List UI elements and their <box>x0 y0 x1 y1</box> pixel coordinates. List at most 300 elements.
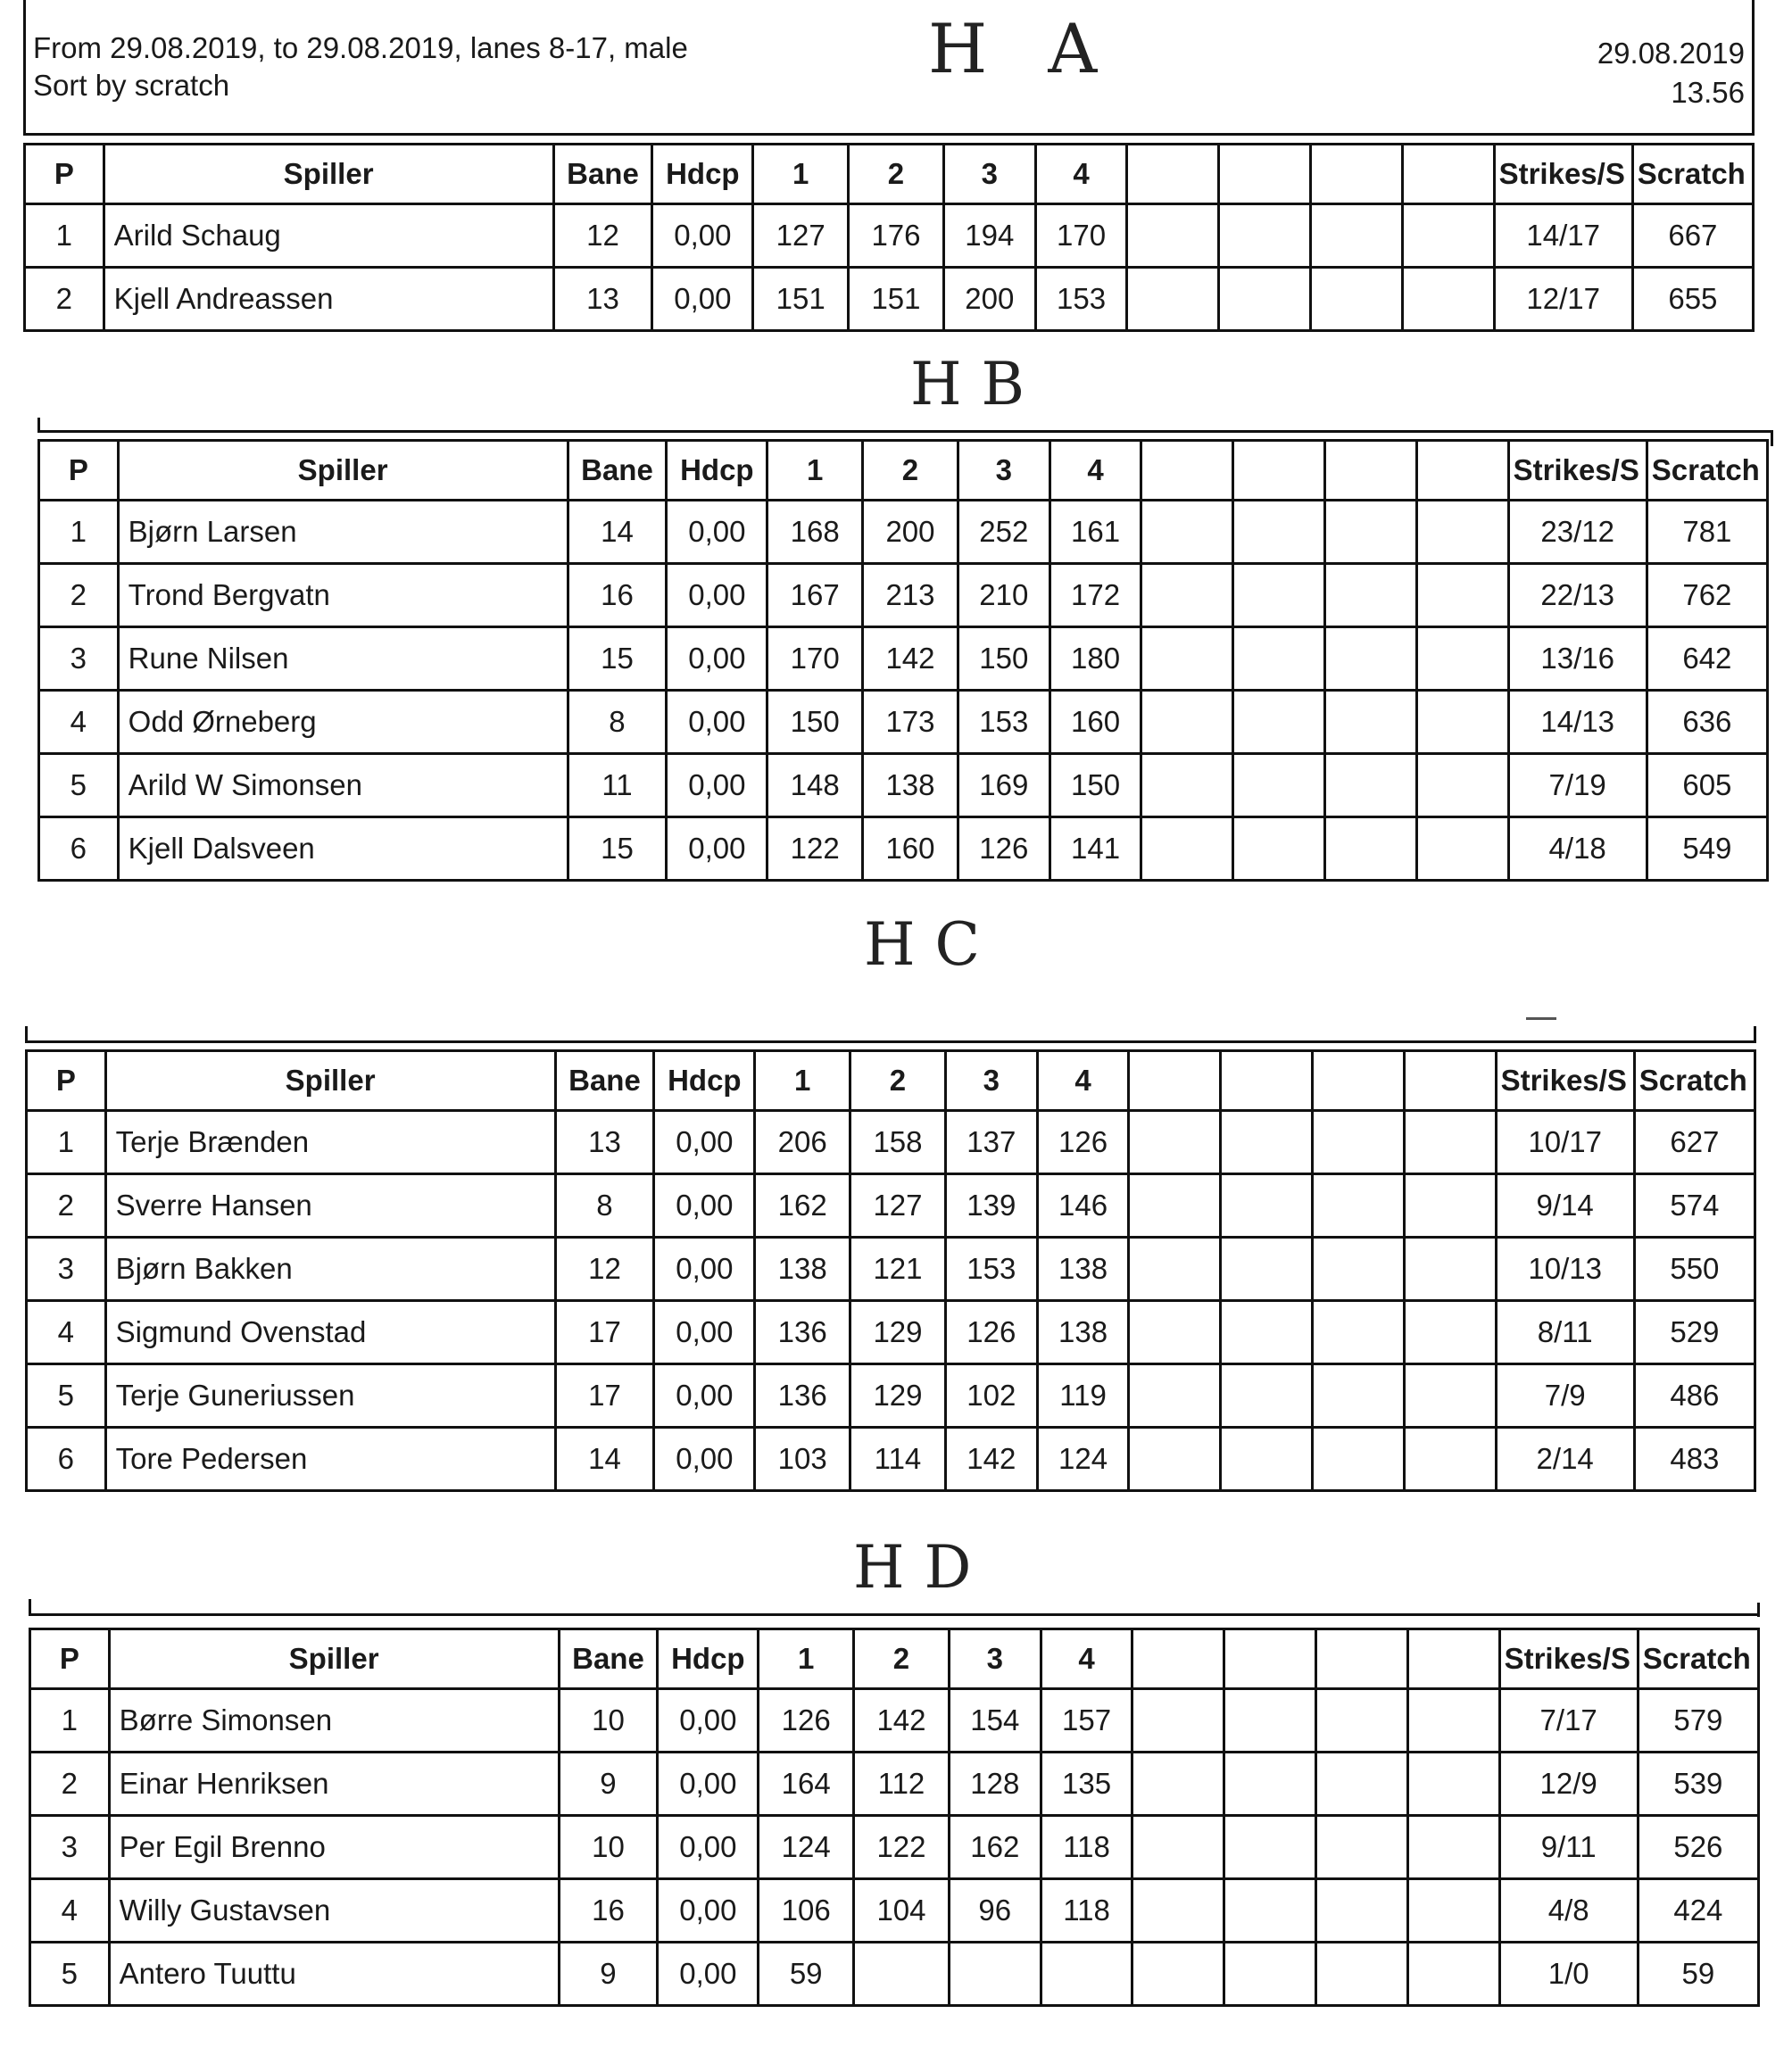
cell-lane: 14 <box>555 1428 654 1491</box>
cell-game-4: 119 <box>1037 1364 1129 1428</box>
cell-strikes-spares: 1/0 <box>1499 1943 1638 2006</box>
cell-game-1: 170 <box>767 627 863 691</box>
table-row <box>39 754 1768 817</box>
cell-game-1: 126 <box>759 1689 854 1753</box>
col-header-game-6 <box>1221 1051 1313 1111</box>
cell-game-2: 112 <box>854 1753 950 1816</box>
cell-pos: 6 <box>27 1428 106 1491</box>
cell-game-4: 146 <box>1037 1174 1129 1238</box>
table-row <box>39 627 1768 691</box>
col-header-lane: Bane <box>568 441 667 501</box>
cell-game-3: 137 <box>945 1111 1037 1174</box>
cell-strikes-spares: 12/9 <box>1499 1753 1638 1816</box>
cell-game-5 <box>1141 501 1233 564</box>
cell-strikes-spares: 10/17 <box>1496 1111 1634 1174</box>
cell-game-5 <box>1129 1174 1221 1238</box>
col-header-lane: Bane <box>553 145 652 204</box>
cell-game-4: 180 <box>1049 627 1141 691</box>
cell-strikes-spares: 14/17 <box>1494 204 1632 268</box>
cell-game-3: 162 <box>949 1816 1041 1879</box>
cell-scratch: 636 <box>1647 691 1767 754</box>
cell-scratch: 486 <box>1634 1364 1755 1428</box>
cell-hdcp: 0,00 <box>658 1816 759 1879</box>
cell-player: Trond Bergvatn <box>118 564 568 627</box>
cell-lane: 12 <box>553 204 652 268</box>
scan-speck <box>1526 1017 1556 1020</box>
cell-lane: 11 <box>568 754 667 817</box>
col-header-game-2: 2 <box>854 1629 950 1689</box>
cell-game-2: 200 <box>863 501 958 564</box>
cell-lane: 15 <box>568 817 667 881</box>
cell-game-7 <box>1316 1879 1408 1943</box>
cell-scratch: 526 <box>1638 1816 1758 1879</box>
cell-hdcp: 0,00 <box>667 754 767 817</box>
cell-game-1: 151 <box>753 268 849 331</box>
group-label-ha: H A <box>928 9 1117 88</box>
col-header-game-4: 4 <box>1041 1629 1132 1689</box>
cell-lane: 10 <box>559 1816 658 1879</box>
cell-game-3: 139 <box>945 1174 1037 1238</box>
cell-game-6 <box>1233 564 1325 627</box>
cell-lane: 15 <box>568 627 667 691</box>
date-range-text: From 29.08.2019, to 29.08.2019, lanes 8-17, male <box>33 31 688 64</box>
col-header-game-7 <box>1325 441 1417 501</box>
cell-player: Willy Gustavsen <box>109 1879 559 1943</box>
cell-game-4: 135 <box>1041 1753 1132 1816</box>
cell-game-4: 124 <box>1037 1428 1129 1491</box>
col-header-scratch: Scratch <box>1647 441 1767 501</box>
cell-player: Antero Tuuttu <box>109 1943 559 2006</box>
cell-lane: 13 <box>553 268 652 331</box>
cell-game-2: 158 <box>850 1111 946 1174</box>
cell-game-5 <box>1141 754 1233 817</box>
cell-pos: 3 <box>30 1816 110 1879</box>
cell-scratch: 579 <box>1638 1689 1758 1753</box>
cell-game-2: 176 <box>849 204 944 268</box>
cell-scratch: 781 <box>1647 501 1767 564</box>
cell-strikes-spares: 9/11 <box>1499 1816 1638 1879</box>
cell-pos: 5 <box>30 1943 110 2006</box>
report-time: 13.56 <box>1671 76 1745 109</box>
col-header-player: Spiller <box>118 441 568 501</box>
cell-player: Sigmund Ovenstad <box>105 1301 555 1364</box>
cell-game-7 <box>1311 268 1403 331</box>
col-header-game-2: 2 <box>849 145 944 204</box>
cell-game-1: 150 <box>767 691 863 754</box>
cell-game-1: 162 <box>755 1174 850 1238</box>
cell-game-8 <box>1416 817 1508 881</box>
table-header-row <box>25 145 1754 204</box>
cell-lane: 9 <box>559 1753 658 1816</box>
col-header-game-6 <box>1224 1629 1316 1689</box>
table-row <box>27 1174 1755 1238</box>
cell-game-2: 104 <box>854 1879 950 1943</box>
cell-game-6 <box>1224 1816 1316 1879</box>
cell-game-4: 138 <box>1037 1238 1129 1301</box>
group-label-hb: HB <box>910 350 1045 419</box>
col-header-game-3: 3 <box>943 145 1035 204</box>
col-header-game-1: 1 <box>767 441 863 501</box>
table-row <box>39 564 1768 627</box>
table-row <box>27 1364 1755 1428</box>
cell-game-5 <box>1129 1428 1221 1491</box>
cell-game-4: 160 <box>1049 691 1141 754</box>
cell-game-6 <box>1221 1428 1313 1491</box>
cell-game-6 <box>1224 1879 1316 1943</box>
cell-game-1: 168 <box>767 501 863 564</box>
cell-pos: 5 <box>39 754 119 817</box>
cell-game-3: 169 <box>958 754 1049 817</box>
cell-game-3: 153 <box>945 1238 1037 1301</box>
cell-player: Per Egil Brenno <box>109 1816 559 1879</box>
cell-game-4: 150 <box>1049 754 1141 817</box>
cell-scratch: 424 <box>1638 1879 1758 1943</box>
cell-scratch: 655 <box>1632 268 1753 331</box>
cell-lane: 17 <box>555 1364 654 1428</box>
cell-scratch: 574 <box>1634 1174 1755 1238</box>
cell-pos: 5 <box>27 1364 106 1428</box>
cell-hdcp: 0,00 <box>654 1301 755 1364</box>
cell-strikes-spares: 7/19 <box>1508 754 1647 817</box>
cell-player: Kjell Dalsveen <box>118 817 568 881</box>
cell-game-3: 200 <box>943 268 1035 331</box>
col-header-scratch: Scratch <box>1638 1629 1758 1689</box>
col-header-player: Spiller <box>109 1629 559 1689</box>
table-header-row <box>39 441 1768 501</box>
cell-game-8 <box>1404 1301 1496 1364</box>
section-rule-hd <box>29 1613 1760 1616</box>
cell-game-6 <box>1219 204 1311 268</box>
cell-game-3: 142 <box>945 1428 1037 1491</box>
cell-game-4: 126 <box>1037 1111 1129 1174</box>
cell-game-7 <box>1313 1364 1405 1428</box>
cell-lane: 12 <box>555 1238 654 1301</box>
table-row <box>30 1753 1759 1816</box>
col-header-game-8 <box>1416 441 1508 501</box>
col-header-hdcp: Hdcp <box>658 1629 759 1689</box>
cell-lane: 13 <box>555 1111 654 1174</box>
cell-strikes-spares: 8/11 <box>1496 1301 1634 1364</box>
cell-game-6 <box>1221 1238 1313 1301</box>
cell-game-2 <box>854 1943 950 2006</box>
rule-tick <box>29 1599 31 1613</box>
table-row <box>39 501 1768 564</box>
cell-game-6 <box>1221 1174 1313 1238</box>
cell-player: Odd Ørneberg <box>118 691 568 754</box>
cell-game-3: 126 <box>958 817 1049 881</box>
cell-game-5 <box>1132 1689 1224 1753</box>
cell-player: Børre Simonsen <box>109 1689 559 1753</box>
cell-game-3 <box>949 1943 1041 2006</box>
cell-game-5 <box>1129 1238 1221 1301</box>
table-row <box>30 1816 1759 1879</box>
cell-game-7 <box>1313 1238 1405 1301</box>
cell-strikes-spares: 14/13 <box>1508 691 1647 754</box>
cell-game-2: 213 <box>863 564 958 627</box>
cell-game-2: 127 <box>850 1174 946 1238</box>
rule-tick <box>1757 1603 1760 1617</box>
col-header-game-2: 2 <box>850 1051 946 1111</box>
table-row <box>39 691 1768 754</box>
cell-game-5 <box>1132 1816 1224 1879</box>
cell-player: Kjell Andreassen <box>104 268 553 331</box>
col-header-game-4: 4 <box>1035 145 1127 204</box>
cell-lane: 8 <box>568 691 667 754</box>
cell-game-6 <box>1233 501 1325 564</box>
cell-game-7 <box>1325 691 1417 754</box>
cell-game-5 <box>1141 627 1233 691</box>
rule-tick <box>1754 1026 1756 1040</box>
cell-game-7 <box>1311 204 1403 268</box>
cell-scratch: 529 <box>1634 1301 1755 1364</box>
cell-hdcp: 0,00 <box>667 501 767 564</box>
cell-game-4: 138 <box>1037 1301 1129 1364</box>
table-row <box>25 268 1754 331</box>
col-header-game-4: 4 <box>1049 441 1141 501</box>
col-header-player: Spiller <box>104 145 553 204</box>
cell-strikes-spares: 13/16 <box>1508 627 1647 691</box>
table-row <box>27 1111 1755 1174</box>
cell-game-8 <box>1404 1238 1496 1301</box>
cell-strikes-spares: 22/13 <box>1508 564 1647 627</box>
cell-game-2: 142 <box>863 627 958 691</box>
cell-game-7 <box>1325 564 1417 627</box>
cell-hdcp: 0,00 <box>652 204 753 268</box>
cell-hdcp: 0,00 <box>654 1428 755 1491</box>
cell-hdcp: 0,00 <box>658 1943 759 2006</box>
cell-game-1: 124 <box>759 1816 854 1879</box>
cell-game-6 <box>1221 1364 1313 1428</box>
cell-player: Terje Brænden <box>105 1111 555 1174</box>
cell-lane: 17 <box>555 1301 654 1364</box>
cell-game-1: 127 <box>753 204 849 268</box>
table-row <box>39 817 1768 881</box>
table-row <box>30 1689 1759 1753</box>
col-header-game-3: 3 <box>958 441 1049 501</box>
cell-game-4: 172 <box>1049 564 1141 627</box>
cell-game-1: 136 <box>755 1301 850 1364</box>
cell-game-8 <box>1402 268 1494 331</box>
cell-game-4: 141 <box>1049 817 1141 881</box>
cell-hdcp: 0,00 <box>654 1174 755 1238</box>
col-header-hdcp: Hdcp <box>667 441 767 501</box>
group-label-hc: HC <box>864 910 1000 979</box>
cell-game-5 <box>1132 1879 1224 1943</box>
cell-hdcp: 0,00 <box>667 817 767 881</box>
cell-game-1: 59 <box>759 1943 854 2006</box>
table-row <box>30 1879 1759 1943</box>
cell-hdcp: 0,00 <box>658 1753 759 1816</box>
cell-pos: 2 <box>30 1753 110 1816</box>
cell-pos: 2 <box>39 564 119 627</box>
cell-player: Arild W Simonsen <box>118 754 568 817</box>
cell-game-4: 118 <box>1041 1816 1132 1879</box>
rule-tick <box>25 1026 28 1040</box>
cell-strikes-spares: 9/14 <box>1496 1174 1634 1238</box>
cell-game-3: 128 <box>949 1753 1041 1816</box>
col-header-game-3: 3 <box>945 1051 1037 1111</box>
group-label-hd: HD <box>853 1533 991 1602</box>
cell-pos: 3 <box>39 627 119 691</box>
cell-scratch: 667 <box>1632 204 1753 268</box>
report-date: 29.08.2019 <box>1597 37 1745 70</box>
cell-game-4: 161 <box>1049 501 1141 564</box>
cell-game-1: 138 <box>755 1238 850 1301</box>
rule-tick <box>37 418 40 432</box>
table-header-row <box>27 1051 1755 1111</box>
cell-game-8 <box>1404 1428 1496 1491</box>
cell-strikes-spares: 10/13 <box>1496 1238 1634 1301</box>
cell-game-5 <box>1141 564 1233 627</box>
cell-game-1: 167 <box>767 564 863 627</box>
cell-pos: 4 <box>27 1301 106 1364</box>
cell-strikes-spares: 4/8 <box>1499 1879 1638 1943</box>
cell-hdcp: 0,00 <box>667 691 767 754</box>
cell-game-3: 154 <box>949 1689 1041 1753</box>
col-header-pos: P <box>27 1051 106 1111</box>
cell-game-1: 122 <box>767 817 863 881</box>
cell-scratch: 762 <box>1647 564 1767 627</box>
col-header-game-3: 3 <box>949 1629 1041 1689</box>
cell-player: Einar Henriksen <box>109 1753 559 1816</box>
section-rule-hc <box>25 1040 1756 1043</box>
col-header-strikes-spares: Strikes/S <box>1496 1051 1634 1111</box>
col-header-game-5 <box>1132 1629 1224 1689</box>
cell-game-2: 160 <box>863 817 958 881</box>
table-row <box>30 1943 1759 2006</box>
cell-game-3: 150 <box>958 627 1049 691</box>
cell-strikes-spares: 7/9 <box>1496 1364 1634 1428</box>
cell-pos: 1 <box>27 1111 106 1174</box>
cell-game-5 <box>1129 1301 1221 1364</box>
table-row <box>25 204 1754 268</box>
cell-scratch: 539 <box>1638 1753 1758 1816</box>
cell-hdcp: 0,00 <box>667 627 767 691</box>
cell-scratch: 627 <box>1634 1111 1755 1174</box>
cell-game-7 <box>1325 817 1417 881</box>
cell-game-6 <box>1224 1943 1316 2006</box>
cell-hdcp: 0,00 <box>654 1238 755 1301</box>
col-header-game-8 <box>1402 145 1494 204</box>
cell-pos: 2 <box>27 1174 106 1238</box>
cell-player: Arild Schaug <box>104 204 553 268</box>
cell-scratch: 549 <box>1647 817 1767 881</box>
cell-game-4: 170 <box>1035 204 1127 268</box>
col-header-scratch: Scratch <box>1632 145 1753 204</box>
cell-game-8 <box>1404 1111 1496 1174</box>
cell-game-2: 121 <box>850 1238 946 1301</box>
col-header-strikes-spares: Strikes/S <box>1499 1629 1638 1689</box>
cell-game-6 <box>1233 817 1325 881</box>
col-header-game-8 <box>1404 1051 1496 1111</box>
cell-game-1: 103 <box>755 1428 850 1491</box>
cell-game-1: 136 <box>755 1364 850 1428</box>
cell-game-5 <box>1127 268 1219 331</box>
results-table-hc <box>25 1049 1756 1492</box>
col-header-lane: Bane <box>555 1051 654 1111</box>
results-table-ha <box>23 143 1755 332</box>
table-row <box>27 1301 1755 1364</box>
cell-game-5 <box>1132 1753 1224 1816</box>
cell-game-2: 114 <box>850 1428 946 1491</box>
cell-game-2: 142 <box>854 1689 950 1753</box>
cell-game-3: 126 <box>945 1301 1037 1364</box>
cell-hdcp: 0,00 <box>667 564 767 627</box>
table-row <box>27 1238 1755 1301</box>
cell-pos: 4 <box>30 1879 110 1943</box>
sort-text: Sort by scratch <box>33 69 230 102</box>
cell-player: Bjørn Larsen <box>118 501 568 564</box>
cell-game-6 <box>1233 691 1325 754</box>
cell-pos: 3 <box>27 1238 106 1301</box>
cell-game-5 <box>1132 1943 1224 2006</box>
cell-player: Tore Pedersen <box>105 1428 555 1491</box>
cell-game-6 <box>1224 1689 1316 1753</box>
cell-lane: 14 <box>568 501 667 564</box>
results-table-hd <box>29 1628 1760 2007</box>
cell-game-8 <box>1407 1879 1499 1943</box>
cell-player: Terje Guneriussen <box>105 1364 555 1428</box>
cell-game-5 <box>1141 691 1233 754</box>
cell-game-1: 148 <box>767 754 863 817</box>
cell-player: Sverre Hansen <box>105 1174 555 1238</box>
cell-game-4: 118 <box>1041 1879 1132 1943</box>
cell-game-2: 129 <box>850 1301 946 1364</box>
cell-game-8 <box>1407 1753 1499 1816</box>
cell-strikes-spares: 7/17 <box>1499 1689 1638 1753</box>
cell-game-1: 106 <box>759 1879 854 1943</box>
col-header-game-1: 1 <box>759 1629 854 1689</box>
cell-game-7 <box>1313 1428 1405 1491</box>
cell-game-2: 129 <box>850 1364 946 1428</box>
cell-scratch: 59 <box>1638 1943 1758 2006</box>
cell-hdcp: 0,00 <box>652 268 753 331</box>
table-header-row <box>30 1629 1759 1689</box>
cell-game-8 <box>1404 1364 1496 1428</box>
cell-strikes-spares: 2/14 <box>1496 1428 1634 1491</box>
cell-lane: 16 <box>559 1879 658 1943</box>
col-header-game-5 <box>1129 1051 1221 1111</box>
cell-game-5 <box>1129 1364 1221 1428</box>
cell-lane: 10 <box>559 1689 658 1753</box>
col-header-game-5 <box>1141 441 1233 501</box>
cell-game-3: 102 <box>945 1364 1037 1428</box>
cell-game-8 <box>1407 1943 1499 2006</box>
cell-game-4: 153 <box>1035 268 1127 331</box>
table-row <box>27 1428 1755 1491</box>
section-rule-hb <box>37 430 1773 433</box>
cell-lane: 9 <box>559 1943 658 2006</box>
cell-strikes-spares: 4/18 <box>1508 817 1647 881</box>
cell-strikes-spares: 23/12 <box>1508 501 1647 564</box>
cell-game-4 <box>1041 1943 1132 2006</box>
cell-game-8 <box>1407 1816 1499 1879</box>
report-header <box>23 0 1755 136</box>
col-header-pos: P <box>39 441 119 501</box>
cell-pos: 1 <box>25 204 104 268</box>
cell-player: Bjørn Bakken <box>105 1238 555 1301</box>
cell-game-2: 138 <box>863 754 958 817</box>
cell-game-7 <box>1325 627 1417 691</box>
col-header-game-8 <box>1407 1629 1499 1689</box>
cell-pos: 2 <box>25 268 104 331</box>
cell-game-4: 157 <box>1041 1689 1132 1753</box>
col-header-player: Spiller <box>105 1051 555 1111</box>
cell-game-6 <box>1233 754 1325 817</box>
col-header-game-6 <box>1219 145 1311 204</box>
cell-player: Rune Nilsen <box>118 627 568 691</box>
cell-lane: 8 <box>555 1174 654 1238</box>
